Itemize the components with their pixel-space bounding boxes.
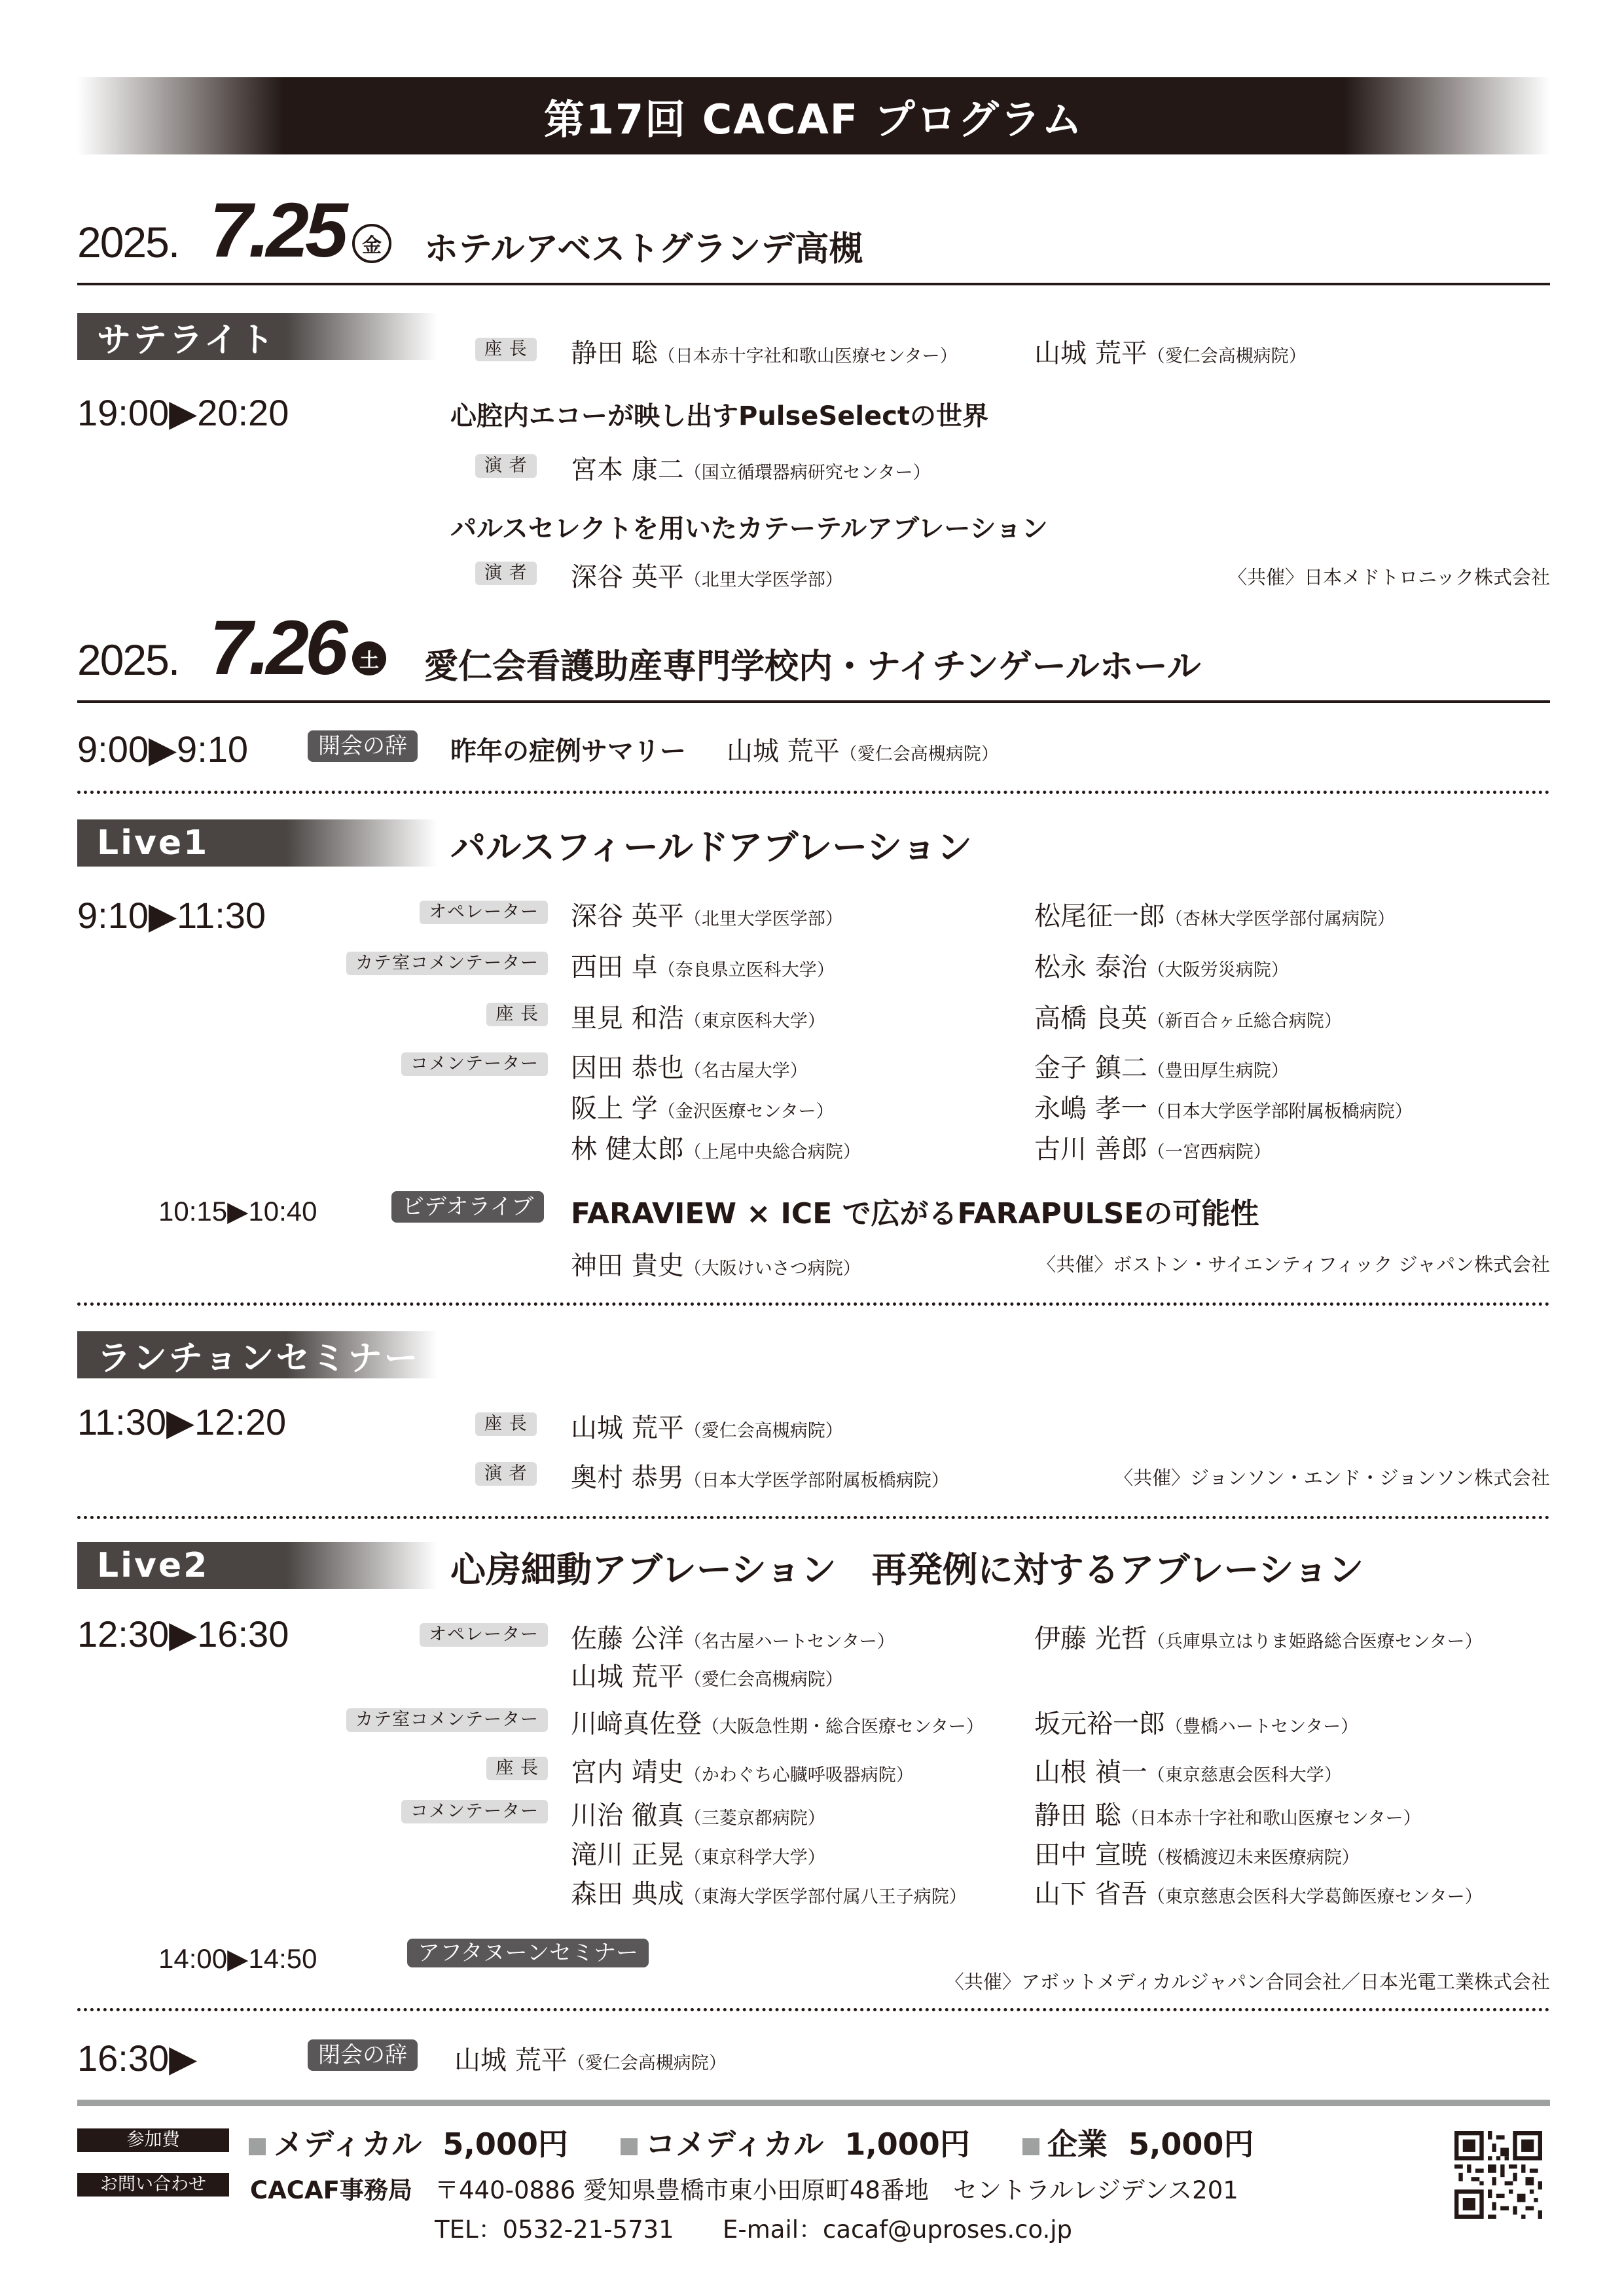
faculty-row: [0, 1793, 1624, 1833]
faculty-row: [0, 1046, 1624, 1085]
faculty-left: 林 健太郎（上尾中央総合病院）: [571, 1134, 861, 1164]
satellite-talk-2-title: パルスセレクトを用いたカテーテルアブレーション: [450, 514, 1048, 544]
live1-title: パルスフィールドアブレーション: [450, 827, 973, 868]
faculty-right: 高橋 良英（新百合ヶ丘総合病院）: [1034, 1003, 1342, 1033]
contact-office: CACAF事務局: [250, 2176, 412, 2204]
fee-comedical: コメディカル 1,000円: [621, 2126, 970, 2162]
faculty-row: [0, 1750, 1624, 1789]
divider-dotted: [77, 1516, 1550, 1519]
lunch-chair: 山城 荒平（愛仁会高槻病院）: [571, 1413, 843, 1443]
opening-time: 9:00▶9:10: [77, 728, 249, 770]
faculty-role: オペレーター: [420, 901, 548, 924]
satellite-time: 19:00▶20:20: [77, 392, 289, 433]
contact-label: お問い合わせ: [77, 2173, 229, 2197]
satellite-talk-1-title: 心腔内エコーが映し出すPulseSelectの世界: [450, 401, 989, 431]
lunch-speaker-role: 演 者: [475, 1462, 537, 1486]
afternoon-seminar-sponsor: 〈共催〉アボットメディカルジャパン合同会社／日本光電工業株式会社: [945, 1971, 1550, 1993]
qr-code-icon[interactable]: [1454, 2131, 1542, 2219]
faculty-row: [0, 1702, 1624, 1741]
closing-tag: 閉会の辞: [308, 2039, 418, 2071]
contact-email: E-mail：cacaf@uproses.co.jp: [723, 2215, 1072, 2244]
faculty-role: 座 長: [486, 1757, 548, 1780]
program-title-banner: [77, 77, 1550, 154]
faculty-role: カテ室コメンテーター: [346, 952, 548, 975]
opening-speaker: 山城 荒平（愛仁会高槻病院）: [727, 736, 999, 766]
afternoon-seminar-time: 14:00▶14:50: [158, 1943, 317, 1974]
faculty-row: [0, 1872, 1624, 1911]
faculty-right: 松永 泰治（大阪労災病院）: [1034, 952, 1289, 982]
contact-address: 〒440-0886 愛知県豊橋市東小田原町48番地 セントラルレジデンス201: [435, 2176, 1238, 2204]
satellite-section-label: サテライト: [77, 313, 437, 360]
video-live-title: FARAVIEW × ICE で広がるFARAPULSEの可能性: [571, 1197, 1259, 1230]
day1-year: 2025.: [77, 218, 179, 266]
closing-speaker: 山城 荒平（愛仁会高槻病院）: [454, 2045, 727, 2075]
divider-dotted: [77, 1302, 1550, 1306]
day2-year: 2025.: [77, 636, 179, 684]
faculty-right: 田中 宣暁（桜橋渡辺未来医療病院）: [1034, 1840, 1360, 1870]
day1-header: [77, 187, 1550, 276]
faculty-right: 金子 鎮二（豊田厚生病院）: [1034, 1053, 1289, 1083]
faculty-row: [0, 1127, 1624, 1166]
faculty-left: 阪上 学（金沢医療センター）: [571, 1094, 834, 1124]
satellite-talk-2-role: 演 者: [475, 562, 537, 585]
day2-weekday: 土: [352, 641, 386, 675]
lunch-time: 11:30▶12:20: [77, 1401, 287, 1443]
square-bullet-icon: [621, 2138, 638, 2155]
program-title: 第17回 CACAF プログラム: [543, 95, 1084, 143]
faculty-left: 深谷 英平（北里大学医学部）: [571, 901, 843, 931]
faculty-row: [0, 945, 1624, 984]
faculty-row: [0, 1086, 1624, 1126]
faculty-right: 古川 善郎（一宮西病院）: [1034, 1134, 1271, 1164]
video-live-time: 10:15▶10:40: [158, 1196, 317, 1227]
faculty-right: 伊藤 光哲（兵庫県立はりま姫路総合医療センター）: [1034, 1624, 1483, 1654]
faculty-row: [0, 1655, 1624, 1694]
day2-rule: [77, 700, 1550, 703]
faculty-role: カテ室コメンテーター: [346, 1708, 548, 1732]
satellite-chair-1: 静田 聡（日本赤十字社和歌山医療センター）: [571, 338, 958, 368]
faculty-right: 山根 禎一（東京慈恵会医科大学）: [1034, 1757, 1342, 1787]
faculty-left: 里見 和浩（東京医科大学）: [571, 1003, 825, 1033]
faculty-right: 坂元裕一郎（豊橋ハートセンター）: [1034, 1709, 1359, 1739]
opening-tag: 開会の辞: [308, 730, 418, 762]
faculty-row: [0, 894, 1624, 933]
contact-tel: TEL：0532-21-5731: [435, 2215, 674, 2244]
faculty-row: [0, 996, 1624, 1035]
lunch-chair-role: 座 長: [475, 1412, 537, 1436]
live2-title: 心房細動アブレーション 再発例に対するアブレーション: [450, 1549, 1364, 1590]
lunch-speaker: 奥村 恭男（日本大学医学部附属板橋病院）: [571, 1463, 949, 1493]
day1-weekday: 金: [352, 224, 391, 263]
live1-time: 9:10▶11:30: [77, 895, 266, 936]
day1-month-day: 7.25: [209, 187, 344, 274]
opening-title: 昨年の症例サマリー: [450, 736, 686, 766]
faculty-right: 静田 聡（日本赤十字社和歌山医療センター）: [1034, 1801, 1421, 1831]
day1-rule: [77, 283, 1550, 285]
faculty-left: 川﨑真佐登（大阪急性期・総合医療センター）: [571, 1709, 984, 1739]
faculty-role: 座 長: [486, 1003, 548, 1026]
day1-venue: ホテルアベストグランデ高槻: [424, 230, 863, 269]
satellite-chair-2: 山城 荒平（愛仁会高槻病院）: [1034, 338, 1307, 368]
fee-medical: メディカル 5,000円: [249, 2126, 568, 2162]
live2-faculty: [0, 1617, 1624, 1918]
faculty-left: 宮内 靖史（かわぐち心臓呼吸器病院）: [571, 1757, 914, 1787]
faculty-left: 佐藤 公洋（名古屋ハートセンター）: [571, 1624, 895, 1654]
faculty-row: [0, 1617, 1624, 1656]
faculty-role: コメンテーター: [401, 1052, 548, 1076]
faculty-right: 山下 省吾（東京慈恵会医科大学葛飾医療センター）: [1034, 1879, 1483, 1909]
day2-venue: 愛仁会看護助産専門学校内・ナイチンゲールホール: [424, 647, 1201, 687]
live1-faculty: [0, 894, 1624, 1169]
faculty-right: 松尾征一郎（杏林大学医学部付属病院）: [1034, 901, 1395, 931]
live2-time: 12:30▶16:30: [77, 1613, 289, 1655]
faculty-left: 森田 典成（東海大学医学部付属八王子病院）: [571, 1879, 967, 1909]
faculty-left: 西田 卓（奈良県立医科大学）: [571, 952, 835, 982]
satellite-chair-role: 座 長: [475, 338, 537, 361]
fee-company: 企業 5,000円: [1022, 2126, 1254, 2162]
faculty-left: 滝川 正晃（東京科学大学）: [571, 1840, 825, 1870]
faculty-role: コメンテーター: [401, 1800, 548, 1823]
lunch-sponsor: 〈共催〉ジョンソン・エンド・ジョンソン株式会社: [1114, 1467, 1550, 1489]
closing-time: 16:30▶: [77, 2037, 198, 2079]
faculty-row: [0, 1833, 1624, 1872]
fee-list: [249, 2121, 1254, 2164]
satellite-talk-1-role: 演 者: [475, 454, 537, 478]
divider-dotted: [77, 2008, 1550, 2011]
video-live-speaker: 神田 貴史（大阪けいさつ病院）: [571, 1251, 861, 1281]
lunch-section-label: ランチョンセミナー: [77, 1331, 437, 1378]
faculty-left: 山城 荒平（愛仁会高槻病院）: [571, 1662, 843, 1692]
faculty-left: 川治 徹真（三菱京都病院）: [571, 1801, 825, 1831]
day2-header: [77, 605, 1550, 694]
faculty-role: オペレーター: [420, 1623, 548, 1647]
live1-section-label: Live1: [77, 819, 437, 867]
divider-dotted: [77, 791, 1550, 794]
video-live-sponsor: 〈共催〉ボストン・サイエンティフィック ジャパン株式会社: [1037, 1253, 1550, 1276]
faculty-right: 永嶋 孝一（日本大学医学部附属板橋病院）: [1034, 1094, 1413, 1124]
satellite-talk-1-speaker: 宮本 康二（国立循環器病研究センター）: [571, 455, 931, 485]
square-bullet-icon: [1022, 2138, 1039, 2155]
afternoon-seminar-tag: アフタヌーンセミナー: [407, 1939, 649, 1967]
satellite-talk-2-speaker: 深谷 英平（北里大学医学部）: [571, 562, 843, 592]
square-bullet-icon: [249, 2138, 266, 2155]
live2-section-label: Live2: [77, 1542, 437, 1589]
day2-month-day: 7.26: [209, 605, 344, 691]
faculty-left: 因田 恭也（名古屋大学）: [571, 1053, 808, 1083]
footer-rule: [77, 2100, 1550, 2106]
satellite-sponsor: 〈共催〉日本メドトロニック株式会社: [1228, 566, 1550, 588]
video-live-tag: ビデオライブ: [391, 1191, 544, 1223]
fee-label: 参加費: [77, 2128, 229, 2152]
